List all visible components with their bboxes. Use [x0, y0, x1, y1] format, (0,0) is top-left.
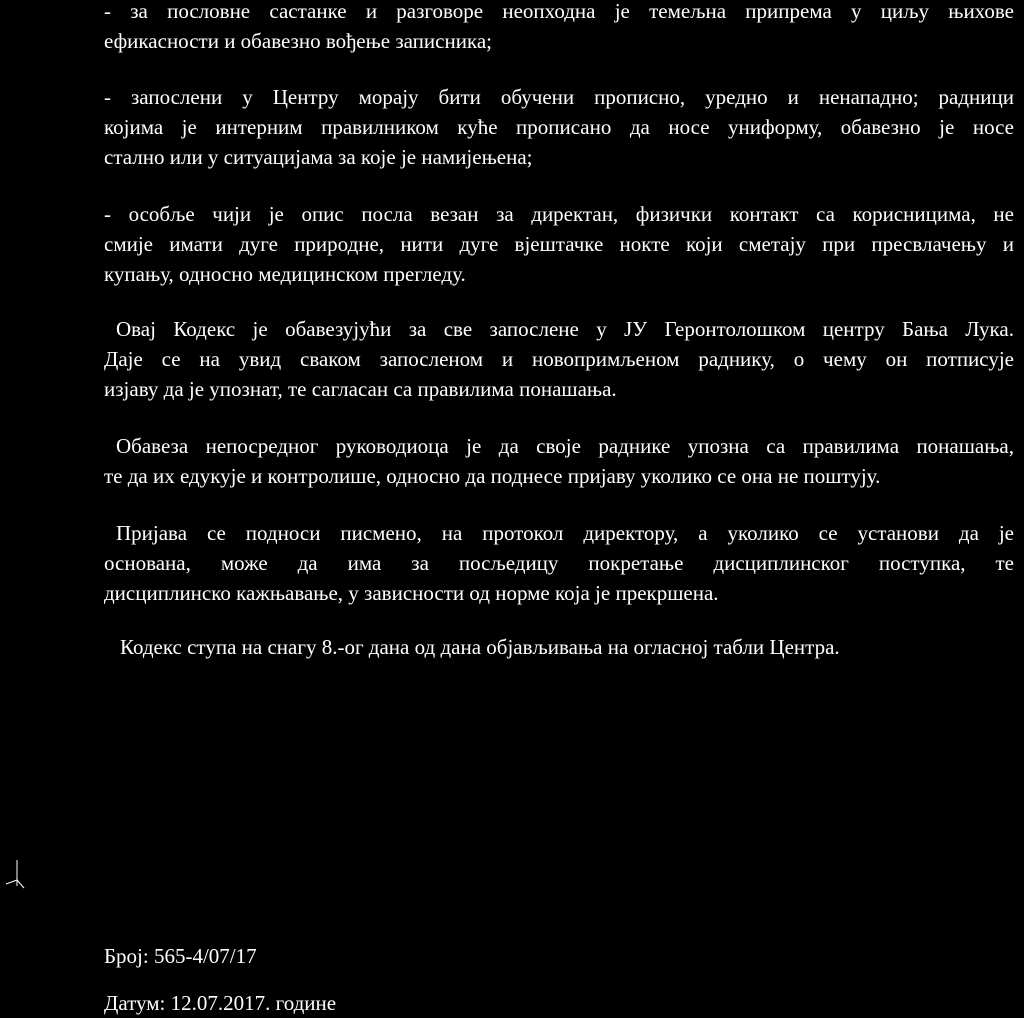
text-line: Обавеза непосредног руководиоца је да своје раднике упозна са правилима понашања,: [116, 434, 1014, 458]
paragraph-binding: [104, 314, 1014, 404]
text-line: купању, односно медицинском прегледу.: [104, 262, 466, 286]
bullet-meetings: [104, 0, 1014, 56]
text-line: Овај Кодекс је обавезујући за све запослене у ЈУ Геронтолошком центру Бања Лука.: [116, 317, 1014, 341]
text-line: којима је интерним правилником куће прописано да носе униформу, обавезно је носе: [104, 115, 1014, 139]
text-line: дисциплинско кажњавање, у зависности од норме која је прекршена.: [104, 581, 719, 605]
text-line: ефикасности и обавезно вођење записника;: [104, 29, 492, 53]
bullet-uniform: [104, 82, 1014, 172]
text-line: смије имати дуге природне, нити дуге вјештачке нокте који сметају при пресвлачењу и: [104, 232, 1014, 256]
text-line: Пријава се подноси писмено, на протокол директору, а уколико се установи да је: [116, 521, 1014, 545]
text-line: основана, може да има за посљедицу покретање дисциплинског поступка, те: [104, 551, 1014, 575]
text-line: - за пословне састанке и разговоре неопходна је темељна припрема у циљу њихове: [104, 0, 1014, 23]
text-line: - особље чији је опис посла везан за директан, физички контакт са корисницима, не: [104, 202, 1014, 226]
text-line: Даје се на увид сваком запосленом и новопримљеном раднику, о чему он потписује: [104, 347, 1014, 371]
margin-mark-icon: [4, 858, 26, 892]
text-line: стално или у ситуацијама за које је намијењена;: [104, 145, 533, 169]
bullet-nails: [104, 199, 1014, 289]
effective-note: Кодекс ступа на снагу 8.-ог дана од дана објављивања на огласној табли Центра.: [120, 635, 840, 659]
text-line: изјаву да је упознат, те сагласан са правилима понашања.: [104, 377, 617, 401]
paragraph-complaint: [104, 518, 1014, 608]
text-line: - запослени у Центру морају бити обучени прописно, уредно и ненападно; радници: [104, 85, 1014, 109]
text-line: те да их едукује и контролише, односно да поднесе пријаву уколико се она не поштују.: [104, 464, 881, 488]
document-date: Датум: 12.07.2017. године: [104, 991, 337, 1015]
paragraph-manager-duty: [104, 431, 1014, 491]
document-number: Број: 565-4/07/17: [104, 944, 257, 968]
